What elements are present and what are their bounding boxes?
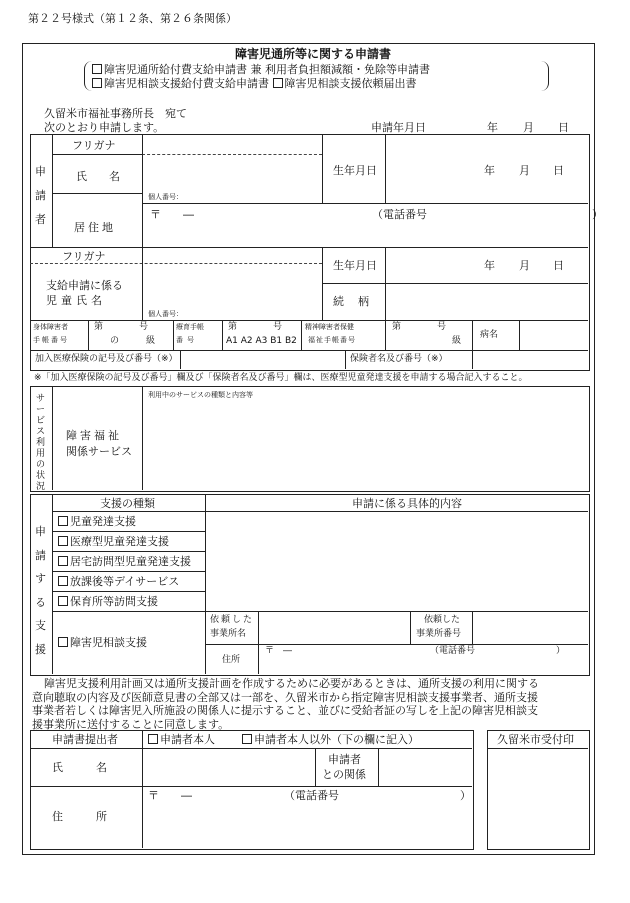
office-postal[interactable]: 〒 ― [265, 646, 293, 656]
title-option-line1 [92, 64, 430, 75]
apply-date-day[interactable]: 日 [558, 121, 569, 134]
applicant-address-label: 居住地 [74, 221, 116, 234]
support-type-item[interactable]: 放課後等デイサービス [58, 576, 179, 587]
checkbox-submitter-self[interactable] [148, 734, 158, 744]
intro-text: 次のとおり申請します。 [44, 121, 165, 134]
office-address-label: 住所 [222, 655, 241, 665]
office-name-label-2: 事業所名 [210, 629, 247, 639]
service-usage-side-label: サービス利用の状況 [36, 394, 46, 492]
applicant-name-label: 氏 名 [76, 170, 120, 183]
support-type-item[interactable]: 児童発達支援 [58, 516, 136, 527]
mental-handbook-label-2: 福祉手帳番号 [308, 336, 356, 344]
rehab-handbook-label-2: 番号 [176, 336, 198, 344]
office-no-label-1: 依頼した [424, 615, 461, 625]
option-joint-label: 兼 [250, 63, 262, 76]
welfare-service-label-1: 障害福祉 [66, 429, 122, 442]
checkbox-support-type-1[interactable] [58, 516, 68, 526]
applicant-phone[interactable]: （電話番号 ） [372, 208, 603, 221]
submitter-name-label: 氏 名 [52, 761, 107, 774]
child-name-label-2: 児童氏名 [46, 294, 106, 307]
submitter-address-label: 住 所 [52, 810, 107, 823]
apply-date-month[interactable]: 月 [523, 121, 534, 134]
child-birth-label: 生年月日 [333, 259, 377, 272]
support-type-item[interactable]: 保育所等訪問支援 [58, 596, 158, 607]
submitter-relation-label-1: 申請者 [328, 753, 361, 766]
physical-handbook-label-1: 身体障害者 [33, 323, 68, 331]
physical-handbook-label-2: 手帳番号 [33, 336, 69, 344]
checkbox-consult-request[interactable] [273, 78, 283, 88]
checkbox-support-type-4[interactable] [58, 576, 68, 586]
checkbox-consult-support[interactable] [58, 637, 68, 647]
submitter-relation-label-2: との関係 [322, 768, 366, 781]
disease-name-label: 病名 [480, 330, 499, 340]
submitter-phone[interactable]: （電話番号 ） [284, 789, 471, 802]
applicant-furigana-label: フリガナ [72, 139, 116, 152]
support-type-item[interactable]: 医療型児童発達支援 [58, 536, 169, 547]
checkbox-support-type-2[interactable] [58, 536, 68, 546]
service-usage-hint: 利用中のサービスの種類と内容等 [148, 391, 253, 399]
insurance-note: ※「加入医療保険の記号及び番号」欄及び「保険者名及び番号」欄は、医療型児童発達支援を申請する場合記入すること。 [34, 373, 528, 383]
welfare-service-label-2: 関係サービス [66, 445, 132, 458]
rehab-handbook-number[interactable]: 第 号 [228, 322, 283, 332]
checkbox-submitter-other[interactable] [242, 734, 252, 744]
applicant-birth-month[interactable]: 月 [519, 164, 530, 177]
checkbox-support-type-3[interactable] [58, 556, 68, 566]
submitter-postal[interactable]: 〒 ― [148, 789, 192, 802]
child-birth-day[interactable]: 日 [553, 259, 564, 272]
applicant-postal[interactable]: 〒 ― [150, 208, 194, 221]
support-type-header: 支援の種類 [100, 497, 155, 510]
child-birth-month[interactable]: 月 [519, 259, 530, 272]
mental-handbook-grade[interactable]: 級 [452, 336, 462, 346]
applicant-personal-no-label: 個人番号： [148, 193, 183, 201]
office-name-label-1: 依頼した [210, 615, 255, 625]
insurance-symbol-label: 加入医療保険の記号及び番号（※） [35, 354, 178, 364]
support-type-item[interactable]: 居宅訪問型児童発達支援 [58, 556, 191, 567]
physical-handbook-number[interactable]: 第 号 [94, 322, 149, 332]
submitter-label: 申請書提出者 [52, 733, 118, 746]
child-relation-label: 続柄 [333, 295, 383, 308]
support-content-header: 申請に係る具体的内容 [352, 497, 462, 510]
child-furigana-label: フリガナ [62, 250, 106, 263]
applicant-birth-year[interactable]: 年 [484, 164, 495, 177]
rehab-handbook-grades[interactable]: A1 A2 A3 B1 B2 [226, 336, 297, 346]
child-name-label-1: 支給申請に係る [46, 279, 123, 292]
checkbox-support-type-5[interactable] [58, 596, 68, 606]
option-reduction-label: 利用者負担額減額・免除等申請書 [265, 63, 430, 76]
submitter-option-self[interactable]: 申請者本人 [148, 734, 215, 745]
physical-handbook-grade[interactable]: の 級 [110, 336, 156, 346]
applicant-section-label: 申 請 者 [35, 165, 46, 226]
checkbox-passage-benefit[interactable] [92, 64, 102, 74]
checkbox-consult-benefit[interactable] [92, 78, 102, 88]
applicant-birth-day[interactable]: 日 [553, 164, 564, 177]
receipt-stamp-label: 久留米市受付印 [497, 733, 574, 746]
consent-text: 障害児支援利用計画又は通所支援計画を作成するために必要があるときは、通所支援の利用に関する 意向聴取の内容及び医師意見書の全部又は一部を、久留米市から指定障害児相談支援事業者、通所支援 事業者若しくは障害児入所施設の関係人に提示すること、並びに受給者証の写しを上記の障害児相談支 援事業所に送付することに同意します。 [32, 677, 539, 731]
apply-date-label: 申請年月日 [371, 121, 426, 134]
child-birth-year[interactable]: 年 [484, 259, 495, 272]
rehab-handbook-label-1: 療育手帳 [176, 323, 204, 331]
support-side-label: 申 請 す る 支 援 [35, 525, 46, 656]
support-type-item[interactable]: 障害児相談支援 [58, 637, 147, 648]
option-passage-benefit-label: 障害児通所給付費支給申請書 [104, 63, 247, 76]
child-personal-no-label: 個人番号： [148, 310, 183, 318]
form-title: 障害児通所等に関する申請書 [235, 47, 392, 61]
office-phone[interactable]: （電話番号 ） [430, 646, 566, 656]
mental-handbook-label-1: 精神障害者保健 [305, 323, 354, 331]
mental-handbook-number[interactable]: 第 号 [392, 322, 447, 332]
office-no-label-2: 事業所番号 [416, 629, 462, 639]
option-consult-request-label: 障害児相談支援依頼届出書 [284, 77, 417, 90]
addressee: 久留米市福祉事務所長 宛て [44, 107, 187, 120]
title-option-line2 [92, 78, 417, 89]
form-number: 第２２号様式（第１２条、第２６条関係） [28, 12, 237, 25]
insurer-name-label: 保険者名及び番号（※） [350, 354, 448, 364]
option-consult-benefit-label: 障害児相談支援給付費支給申請書 [104, 77, 269, 90]
submitter-option-other[interactable]: 申請者本人以外（下の欄に記入） [242, 734, 419, 745]
applicant-birth-label: 生年月日 [333, 164, 377, 177]
apply-date-year[interactable]: 年 [487, 121, 498, 134]
